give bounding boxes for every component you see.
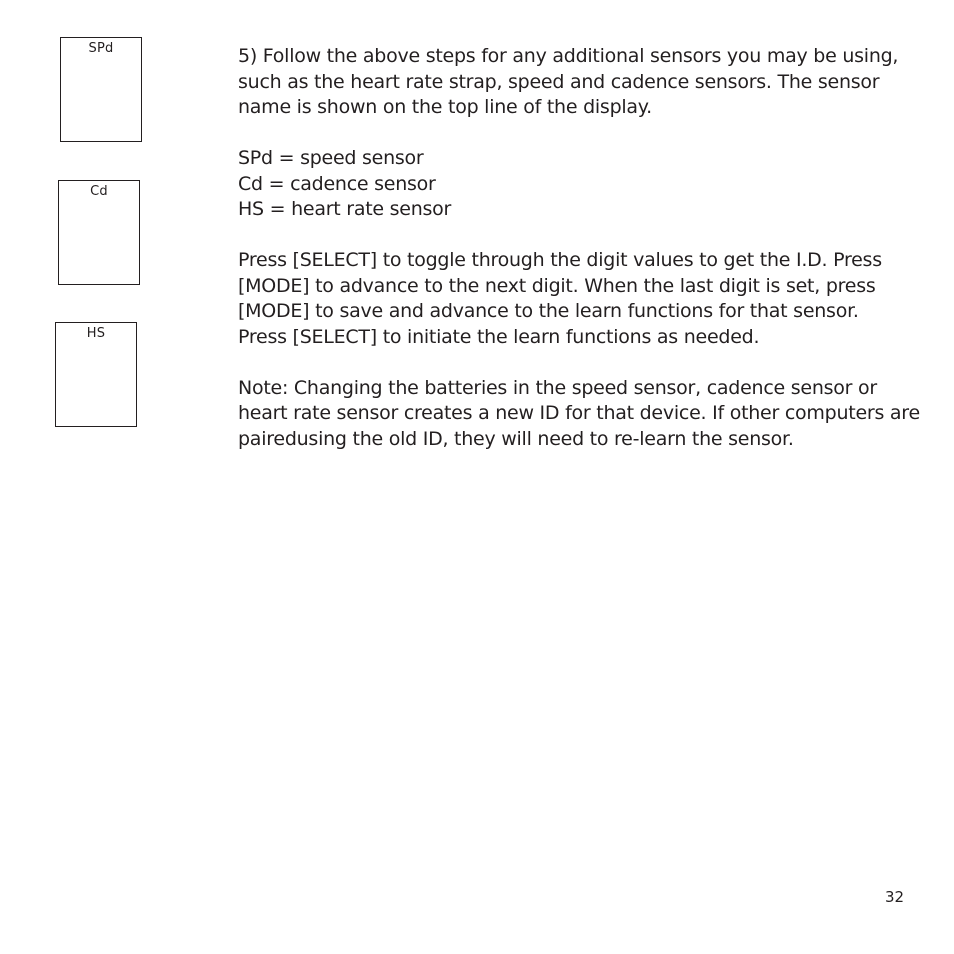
step5-line: 5) Follow the above steps for any additional sensors you may be using,: [238, 45, 899, 67]
paragraph-gap: [238, 350, 918, 376]
instructions-line: [MODE] to save and advance to the learn functions for that sensor.: [238, 300, 859, 322]
instructions-line: Press [SELECT] to initiate the learn functions as needed.: [238, 325, 760, 348]
display-box-cd: [58, 180, 140, 285]
legend-line-cadence: Cd = cadence sensor: [238, 172, 436, 195]
note-paragraph: [238, 376, 918, 453]
note-line: Note: Changing the batteries in the speed sensor, cadence sensor or: [238, 376, 877, 399]
main-text: [238, 44, 918, 452]
step5-paragraph: [238, 44, 918, 121]
sensor-legend: [238, 146, 918, 223]
paragraph-gap: [238, 121, 918, 147]
instructions-line: Press [SELECT] to toggle through the digit values to get the I.D. Press: [238, 249, 882, 271]
note-line: pairedusing the old ID, they will need to re-learn the sensor.: [238, 427, 794, 450]
instructions-paragraph: [238, 248, 918, 350]
display-label-spd: SPd: [88, 41, 114, 56]
display-box-spd: [60, 37, 142, 142]
paragraph-gap: [238, 223, 918, 249]
display-label-hs: HS: [86, 326, 106, 341]
display-label-cd: Cd: [90, 184, 108, 199]
instructions-line: [MODE] to advance to the next digit. When the last digit is set, press: [238, 274, 876, 297]
step5-line: name is shown on the top line of the display.: [238, 96, 652, 118]
legend-line-speed: SPd = speed sensor: [238, 147, 424, 169]
note-line: heart rate sensor creates a new ID for that device. If other computers are: [238, 402, 920, 424]
legend-line-heart-rate: HS = heart rate sensor: [238, 198, 452, 220]
step5-line: such as the heart rate strap, speed and cadence sensors. The sensor: [238, 70, 880, 93]
page-number: 32: [885, 888, 905, 906]
display-box-hs: [55, 322, 137, 427]
